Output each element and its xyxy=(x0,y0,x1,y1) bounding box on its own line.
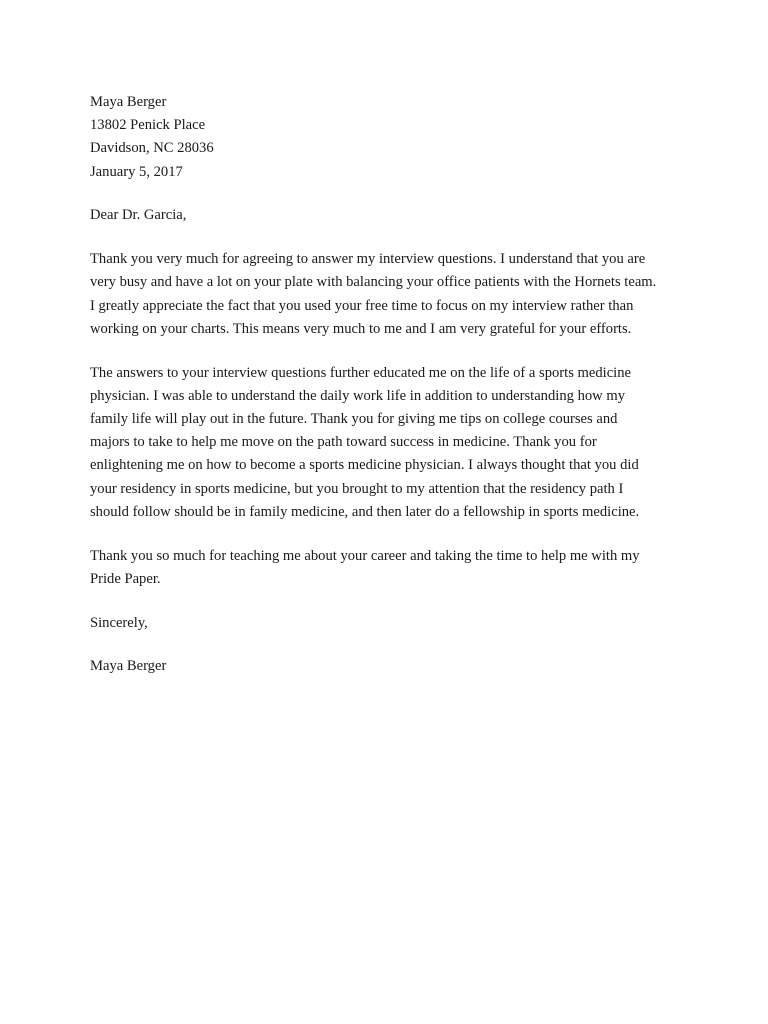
paragraph-line: enlightening me on how to become a sports medicine physician. I always thought that you did xyxy=(90,457,639,474)
paragraph-line: majors to take to help me move on the path toward success in medicine. Thank you for xyxy=(90,434,597,451)
sender-city-state-zip: Davidson, NC 28036 xyxy=(90,140,214,157)
paragraph-line: Thank you so much for teaching me about your career and taking the time to help me with my xyxy=(90,547,640,564)
paragraph-line: I greatly appreciate the fact that you used your free time to focus on my interview rather than xyxy=(90,297,634,314)
paragraph-line: family life will play out in the future. Thank you for giving me tips on college courses and xyxy=(90,411,618,428)
paragraph-line: should follow should be in family medicine, and then later do a fellowship in sports medicine. xyxy=(90,503,640,520)
signature-name: Maya Berger xyxy=(90,658,167,675)
paragraph-line: physician. I was able to understand the daily work life in addition to understanding how my xyxy=(90,387,625,404)
closing-block xyxy=(90,612,712,635)
paragraph-line: The answers to your interview questions further educated me on the life of a sports medicine xyxy=(90,364,632,381)
sender-address-block xyxy=(90,91,712,184)
paragraph-3 xyxy=(90,545,712,591)
salutation: Dear Dr. Garcia, xyxy=(90,207,187,224)
letter-body xyxy=(90,91,712,679)
paragraph-1 xyxy=(90,248,712,341)
paragraph-line: Thank you very much for agreeing to answer my interview questions. I understand that you are xyxy=(90,251,646,268)
paragraph-line: your residency in sports medicine, but you brought to my attention that the residency path I xyxy=(90,480,624,497)
sender-street: 13802 Penick Place xyxy=(90,117,206,134)
salutation-block xyxy=(90,204,712,227)
closing: Sincerely, xyxy=(90,614,148,631)
paragraph-2 xyxy=(90,362,712,524)
paragraph-line: working on your charts. This means very much to me and I am very grateful for your efforts. xyxy=(90,320,632,337)
sender-name: Maya Berger xyxy=(90,94,167,110)
letter-date: January 5, 2017 xyxy=(90,163,183,180)
signature-block xyxy=(90,655,712,678)
paragraph-line: very busy and have a lot on your plate with balancing your office patients with the Hornets team. xyxy=(90,274,657,291)
paragraph-line: Pride Paper. xyxy=(90,570,161,587)
